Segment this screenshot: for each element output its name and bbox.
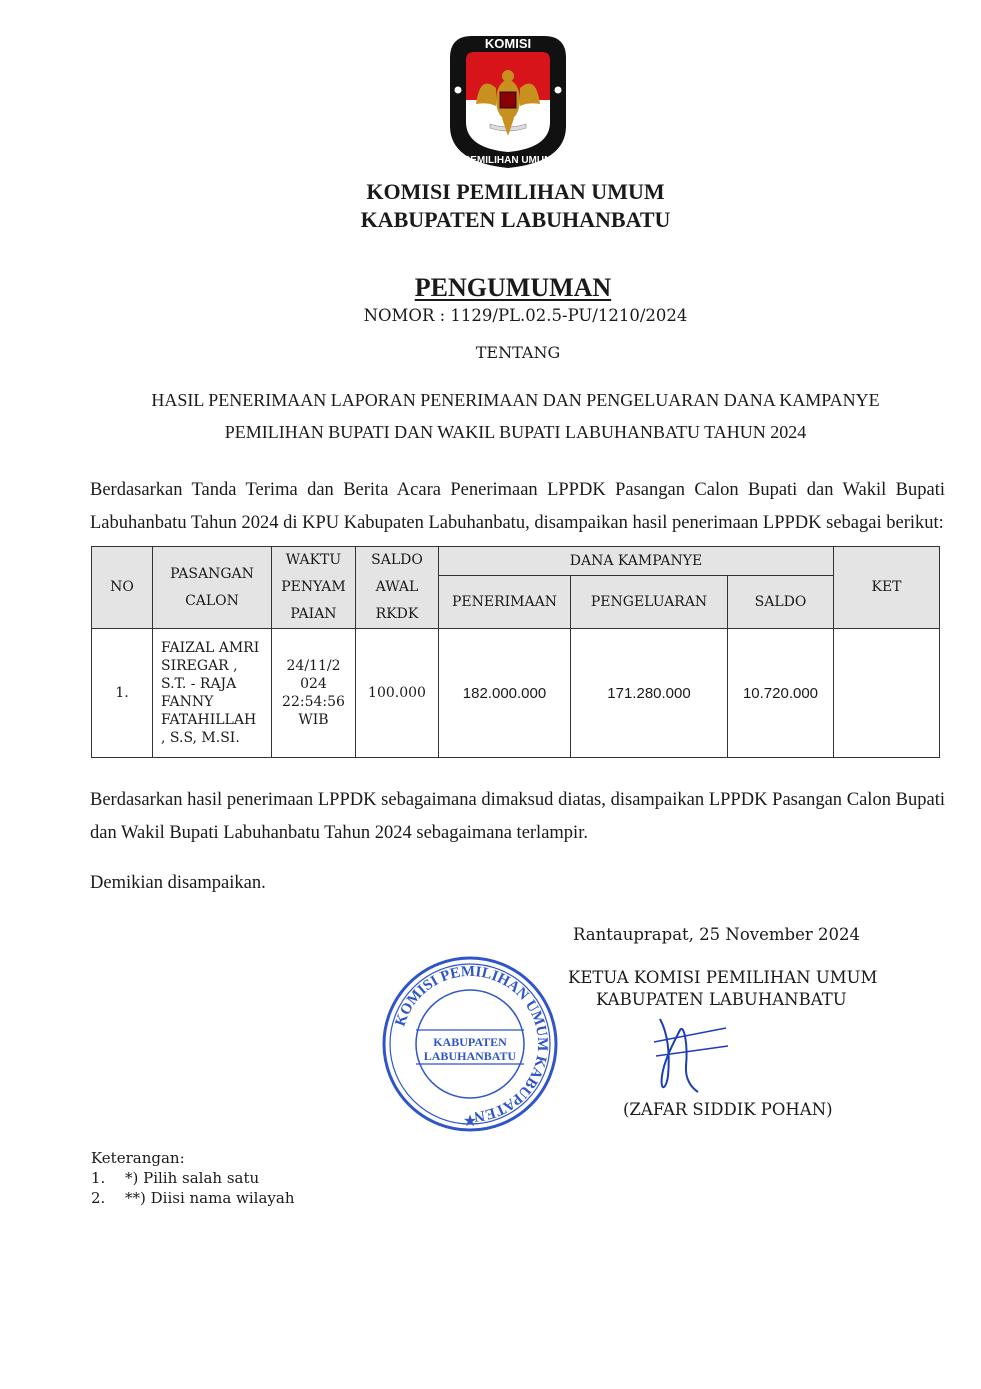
header-pasangan-calon xyxy=(153,547,272,629)
cell-saldo-awal: 100.000 xyxy=(356,629,439,758)
header-waktu-line3: PAIAN xyxy=(290,606,337,622)
campaign-fund-table xyxy=(91,546,940,758)
cell-no: 1. xyxy=(92,629,153,758)
time-line: 24/11/2 xyxy=(286,658,341,674)
candidate-line: FANNY xyxy=(161,694,214,710)
time-line: 024 xyxy=(300,676,327,692)
header-waktu-penyampaian xyxy=(272,547,356,629)
header-saldo: SALDO xyxy=(728,576,834,629)
note-item xyxy=(91,1188,981,1208)
official-stamp-icon xyxy=(380,954,560,1134)
closing-text: Demikian disampaikan. xyxy=(90,873,266,893)
announcement-about: TENTANG xyxy=(475,343,561,362)
stamp-star-icon: ★ xyxy=(462,1111,478,1130)
announcement-number: NOMOR : 1129/PL.02.5-PU/1210/2024 xyxy=(363,306,688,325)
note-text: *) Pilih salah satu xyxy=(125,1169,260,1187)
note-item xyxy=(91,1168,981,1188)
logo-top-text: KOMISI xyxy=(484,36,531,51)
header-waktu-line1: WAKTU xyxy=(285,552,342,568)
header-saldo-awal-line2: AWAL xyxy=(375,579,419,595)
closing-paragraph: Berdasarkan hasil penerimaan LPPDK sebagaimana dimaksud diatas, disampaikan LPPDK Pasangan Calon Bupati dan Wakil Bupati Labuhanbatu Tahun 2024 sebagaimana terlampir. xyxy=(90,790,945,843)
header-saldo-awal-line1: SALDO xyxy=(371,552,423,568)
candidate-line: FATAHILLAH xyxy=(161,712,257,728)
cell-penerimaan: 182.000.000 xyxy=(439,629,571,758)
header-waktu-line2: PENYAM xyxy=(281,579,346,595)
candidate-line: FAIZAL AMRI xyxy=(161,640,260,656)
time-line: 22:54:56 xyxy=(282,694,345,710)
note-number: 2. xyxy=(91,1189,106,1207)
stamp-center-line1: KABUPATEN xyxy=(433,1035,507,1049)
header-pengeluaran: PENGELUARAN xyxy=(571,576,728,629)
place-date: Rantauprapat, 25 November 2024 xyxy=(573,925,860,944)
notes-section xyxy=(91,1148,981,1208)
cell-saldo: 10.720.000 xyxy=(728,629,834,758)
signature-block xyxy=(0,924,981,1134)
cell-pasangan-calon xyxy=(153,629,272,758)
stamp-ring-text: KOMISI PEMILIHAN UMUM KABUPATEN xyxy=(392,963,551,1125)
signature-icon xyxy=(640,1014,730,1094)
intro-paragraph: Berdasarkan Tanda Terima dan Berita Acara Penerimaan LPPDK Pasangan Calon Bupati dan Wakil Bupati Labuhanbatu Tahun 2024 di KPU Kabupaten Labuhanbatu, disampaikan hasil penerimaan LPPDK sebagai berikut: xyxy=(90,480,945,533)
signatory-position-line1: KETUA KOMISI PEMILIHAN UMUM xyxy=(568,968,878,987)
note-number: 1. xyxy=(91,1169,106,1187)
note-text: **) Diisi nama wilayah xyxy=(125,1189,295,1207)
candidate-line: SIREGAR , xyxy=(161,658,238,674)
logo-container xyxy=(0,30,981,170)
kpu-logo-icon xyxy=(440,30,576,170)
stamp-center-line2: LABUHANBATU xyxy=(423,1049,517,1063)
cell-waktu xyxy=(272,629,356,758)
announcement-subject-line2: PEMILIHAN BUPATI DAN WAKIL BUPATI LABUHANBATU TAHUN 2024 xyxy=(224,422,807,442)
cell-pengeluaran: 171.280.000 xyxy=(571,629,728,758)
signatory-position-line2: KABUPATEN LABUHANBATU xyxy=(596,990,847,1009)
time-line: WIB xyxy=(298,712,329,728)
notes-title: Keterangan: xyxy=(91,1149,185,1167)
candidate-line: , S.S, M.SI. xyxy=(161,730,240,746)
table-header-row xyxy=(92,547,940,576)
org-name-line2: KABUPATEN LABUHANBATU xyxy=(360,207,671,232)
table-row xyxy=(92,629,940,758)
candidate-line: S.T. - RAJA xyxy=(161,676,237,692)
header-penerimaan: PENERIMAAN xyxy=(439,576,571,629)
header-dana-kampanye: DANA KAMPANYE xyxy=(439,547,834,576)
logo-bottom-text: PEMILIHAN UMUM xyxy=(463,155,552,166)
header-ket: KET xyxy=(834,547,940,629)
announcement-subject-line1: HASIL PENERIMAAN LAPORAN PENERIMAAN DAN PENGELUARAN DANA KAMPANYE xyxy=(151,390,880,410)
announcement-title: PENGUMUMAN xyxy=(414,273,612,302)
header-saldo-awal-line3: RKDK xyxy=(375,606,419,622)
cell-ket xyxy=(834,629,940,758)
header-pasangan-calon-text: PASANGAN CALON xyxy=(170,565,254,609)
header-saldo-awal xyxy=(356,547,439,629)
org-name-line1: KOMISI PEMILIHAN UMUM xyxy=(366,179,665,204)
header-no: NO xyxy=(92,547,153,629)
signatory-name: (ZAFAR SIDDIK POHAN) xyxy=(623,1100,833,1119)
